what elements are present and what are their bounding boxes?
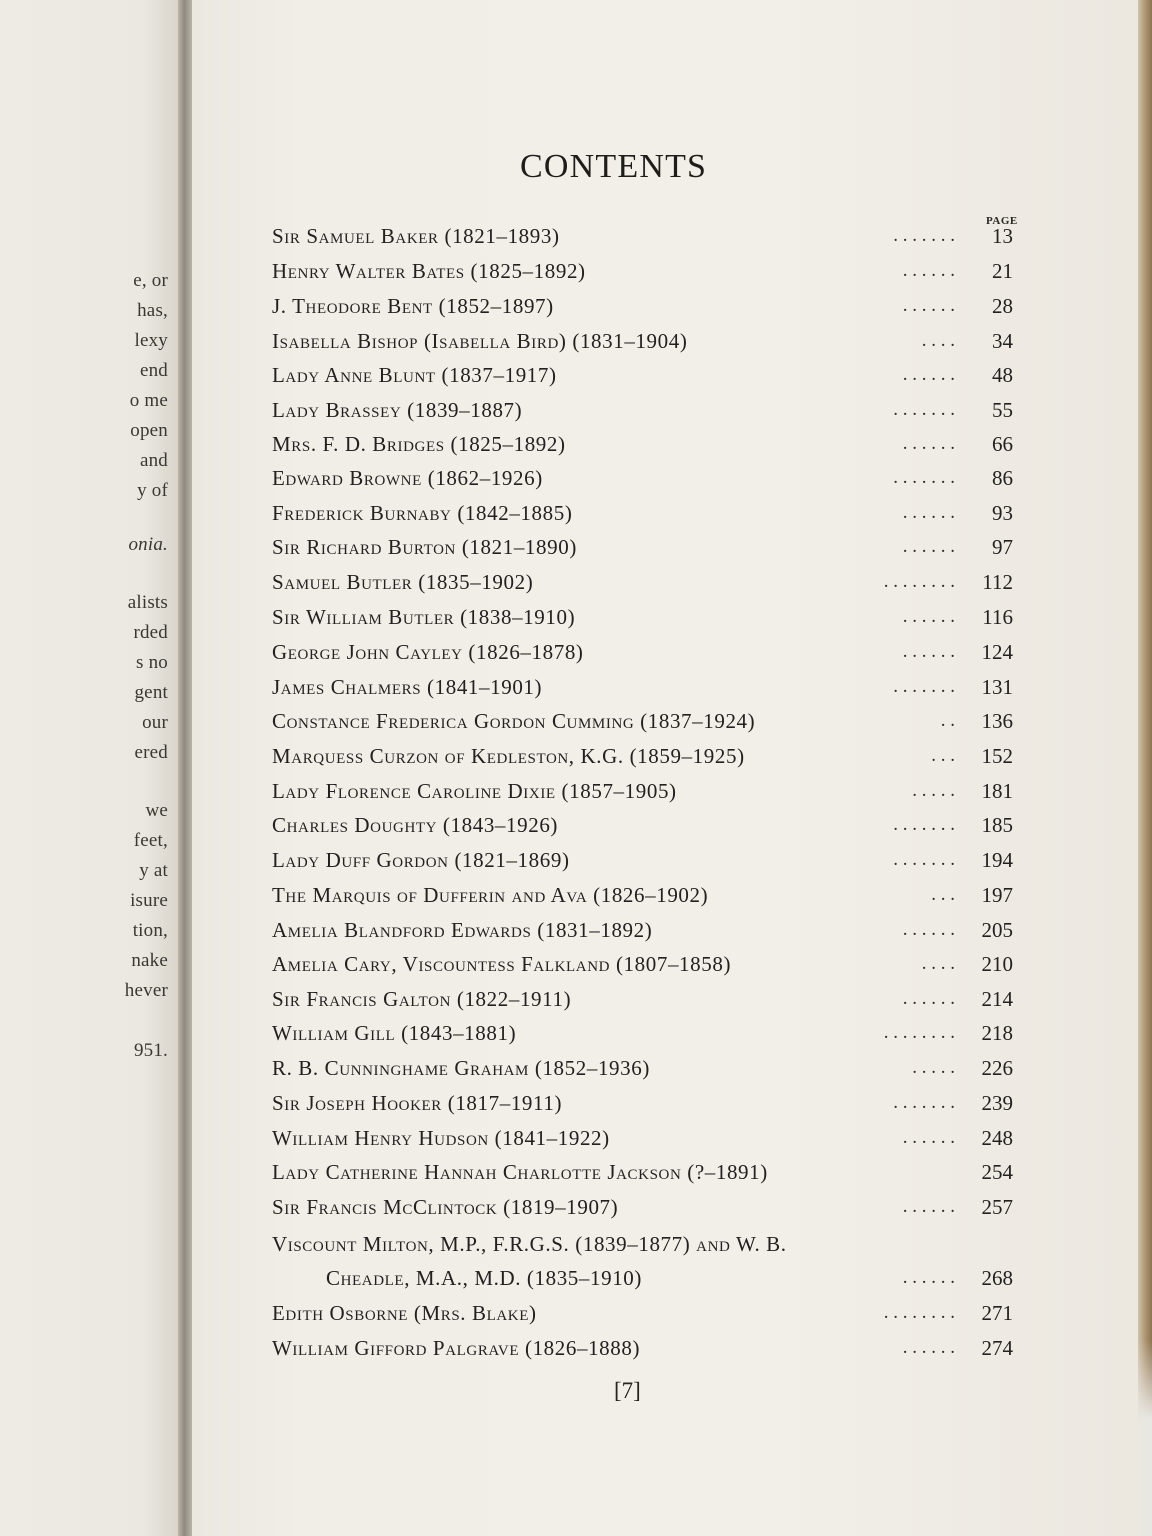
page-number: [7] bbox=[614, 1378, 641, 1403]
contents-entry bbox=[272, 704, 1017, 738]
facing-page-text-fragment: y at bbox=[139, 860, 168, 881]
entry-name: Frederick Burnaby (1842–1885) bbox=[272, 501, 573, 525]
facing-page-text-fragment: onia. bbox=[128, 534, 168, 555]
entry-name: Sir William Butler (1838–1910) bbox=[272, 605, 576, 629]
dot-leader: . . bbox=[940, 710, 955, 731]
entry-page-number: 152 bbox=[981, 744, 1013, 768]
facing-page-text-fragment: open bbox=[130, 420, 168, 441]
entry-page-number: 254 bbox=[981, 1160, 1013, 1184]
facing-page-text-fragment: isure bbox=[130, 890, 168, 911]
entry-page-number: 248 bbox=[981, 1126, 1013, 1150]
dot-leader: . . . . . . . bbox=[893, 814, 955, 835]
entry-name: Charles Doughty (1843–1926) bbox=[272, 813, 559, 837]
contents-entry bbox=[272, 843, 1017, 877]
entry-name: Lady Duff Gordon (1821–1869) bbox=[272, 848, 570, 872]
facing-page-text-fragment: y of bbox=[137, 480, 168, 501]
entry-name: Edward Browne (1862–1926) bbox=[272, 466, 543, 490]
facing-page-text-fragment: tion, bbox=[132, 920, 168, 941]
entry-page-number: 210 bbox=[981, 952, 1013, 976]
entry-page-number: 239 bbox=[981, 1091, 1013, 1115]
facing-page-text-fragment: hever bbox=[124, 980, 168, 1001]
dot-leader: . . . . . . . bbox=[893, 849, 955, 870]
entry-name: Amelia Cary, Viscountess Falkland (1807–1858) bbox=[272, 952, 732, 976]
entry-name: R. B. Cunninghame Graham (1852–1936) bbox=[272, 1056, 650, 1080]
entry-page-number: 226 bbox=[981, 1056, 1013, 1080]
dot-leader: . . . . . . bbox=[902, 1196, 955, 1217]
contents-entry bbox=[272, 289, 1017, 323]
entry-page-number: 271 bbox=[981, 1301, 1013, 1325]
contents-entry bbox=[272, 1155, 1017, 1189]
contents-entry bbox=[272, 1016, 1017, 1050]
dot-leader: . . . . . . bbox=[902, 988, 955, 1009]
dot-leader: . . . . . . bbox=[902, 1127, 955, 1148]
entry-name: Lady Anne Blunt (1837–1917) bbox=[272, 363, 557, 387]
contents-entry bbox=[272, 670, 1017, 704]
entry-name: Lady Catherine Hannah Charlotte Jackson (?–1891) bbox=[272, 1160, 768, 1184]
entry-name: Lady Brassey (1839–1887) bbox=[272, 398, 523, 422]
entry-page-number: 136 bbox=[981, 709, 1013, 733]
dot-leader: . . . . . . . . bbox=[883, 1302, 955, 1323]
entry-name: The Marquis of Dufferin and Ava (1826–1902) bbox=[272, 883, 709, 907]
facing-page-text-fragment: rded bbox=[133, 622, 168, 643]
contents-entry bbox=[272, 219, 1017, 253]
entry-page-number: 28 bbox=[992, 294, 1013, 318]
entry-page-number: 257 bbox=[981, 1195, 1013, 1219]
dot-leader: . . . . . . bbox=[902, 502, 955, 523]
entry-page-number: 34 bbox=[992, 329, 1013, 353]
entry-page-number: 66 bbox=[992, 432, 1013, 456]
entry-name: Constance Frederica Gordon Cumming (1837–1924) bbox=[272, 709, 756, 733]
entry-page-number: 48 bbox=[992, 363, 1013, 387]
facing-page-text-fragment: gent bbox=[134, 682, 168, 703]
entry-page-number: 214 bbox=[981, 987, 1013, 1011]
entry-name: Marquess Curzon of Kedleston, K.G. (1859–1925) bbox=[272, 744, 745, 768]
facing-page-text-fragment: ered bbox=[134, 742, 168, 763]
entry-name: Sir Samuel Baker (1821–1893) bbox=[272, 224, 560, 248]
dot-leader: . . . . . . . bbox=[893, 225, 955, 246]
entry-page-number: 268 bbox=[981, 1266, 1013, 1290]
contents-entry bbox=[272, 913, 1017, 947]
dot-leader: . . . bbox=[931, 745, 955, 766]
entry-name: Henry Walter Bates (1825–1892) bbox=[272, 259, 586, 283]
entry-page-number: 194 bbox=[981, 848, 1013, 872]
entry-page-number: 55 bbox=[992, 398, 1013, 422]
contents-entry bbox=[272, 982, 1017, 1016]
entry-name: Amelia Blandford Edwards (1831–1892) bbox=[272, 918, 653, 942]
facing-page-text-fragment: we bbox=[145, 800, 168, 821]
facing-page-text-fragment: nake bbox=[131, 950, 168, 971]
entry-name: William Gifford Palgrave (1826–1888) bbox=[272, 1336, 641, 1360]
dot-leader: . . . . . . bbox=[902, 641, 955, 662]
entry-name: Sir Francis McClintock (1819–1907) bbox=[272, 1195, 619, 1219]
dot-leader: . . . . . . bbox=[902, 919, 955, 940]
contents-entry bbox=[272, 393, 1017, 427]
dot-leader: . . . . . . bbox=[902, 1337, 955, 1358]
facing-page-text-fragment: e, or bbox=[133, 270, 168, 291]
contents-entry bbox=[272, 1227, 1017, 1261]
contents-entry bbox=[272, 739, 1017, 773]
contents-entry bbox=[272, 1086, 1017, 1120]
contents-entry bbox=[272, 1261, 1017, 1295]
contents-entry bbox=[272, 358, 1017, 392]
entry-page-number: 124 bbox=[981, 640, 1013, 664]
dot-leader: . . . . . . . . bbox=[883, 571, 955, 592]
entry-page-number: 21 bbox=[992, 259, 1013, 283]
facing-page-text-fragment: alists bbox=[127, 592, 168, 613]
dot-leader: . . . . . . bbox=[902, 295, 955, 316]
contents-entry bbox=[272, 600, 1017, 634]
entry-name: Sir Francis Galton (1822–1911) bbox=[272, 987, 572, 1011]
dot-leader: . . . . bbox=[921, 330, 955, 351]
entry-page-number: 97 bbox=[992, 535, 1013, 559]
entry-page-number: 116 bbox=[982, 605, 1013, 629]
entry-page-number: 218 bbox=[981, 1021, 1013, 1045]
contents-entry bbox=[272, 496, 1017, 530]
entry-name: William Gill (1843–1881) bbox=[272, 1021, 517, 1045]
facing-page-text-fragment: feet, bbox=[133, 830, 168, 851]
entry-name: Edith Osborne (Mrs. Blake) bbox=[272, 1301, 537, 1325]
entry-page-number: 197 bbox=[981, 883, 1013, 907]
entry-name: Lady Florence Caroline Dixie (1857–1905) bbox=[272, 779, 677, 803]
entry-page-number: 274 bbox=[981, 1336, 1013, 1360]
dot-leader: . . . . . . . bbox=[893, 676, 955, 697]
page-column-label: PAGE bbox=[986, 215, 1018, 227]
dot-leader: . . . . . . . bbox=[893, 1092, 955, 1113]
contents-entry bbox=[272, 1331, 1017, 1365]
entry-name: Mrs. F. D. Bridges (1825–1892) bbox=[272, 432, 566, 456]
contents-entry bbox=[272, 635, 1017, 669]
dot-leader: . . . . . . bbox=[902, 364, 955, 385]
contents-entry bbox=[272, 427, 1017, 461]
contents-entry bbox=[272, 1051, 1017, 1085]
entry-name: James Chalmers (1841–1901) bbox=[272, 675, 543, 699]
dot-leader: . . . . . bbox=[912, 780, 955, 801]
entry-page-number: 181 bbox=[981, 779, 1013, 803]
contents-entry bbox=[272, 947, 1017, 981]
contents-entry bbox=[272, 530, 1017, 564]
entry-name: Viscount Milton, M.P., F.R.G.S. (1839–1877) and W. B. bbox=[272, 1232, 787, 1256]
dot-leader: . . . . . bbox=[912, 1057, 955, 1078]
contents-entry bbox=[272, 324, 1017, 358]
dot-leader: . . . . bbox=[921, 953, 955, 974]
facing-page-text-fragment: s no bbox=[136, 652, 168, 673]
entry-name: Isabella Bishop (Isabella Bird) (1831–1904) bbox=[272, 329, 688, 353]
facing-page-text-fragment: and bbox=[139, 450, 168, 471]
dot-leader: . . . . . . . . bbox=[883, 1022, 955, 1043]
contents-entry bbox=[272, 461, 1017, 495]
entry-page-number: 13 bbox=[992, 224, 1013, 248]
entry-page-number: 205 bbox=[981, 918, 1013, 942]
contents-entry bbox=[272, 808, 1017, 842]
page-title: CONTENTS bbox=[520, 148, 708, 185]
contents-entry bbox=[272, 1121, 1017, 1155]
dot-leader: . . . . . . bbox=[902, 1267, 955, 1288]
dot-leader: . . . . . . bbox=[902, 260, 955, 281]
facing-page-text-fragment: o me bbox=[129, 390, 168, 411]
entry-page-number: 86 bbox=[992, 466, 1013, 490]
dot-leader: . . . bbox=[931, 884, 955, 905]
entry-page-number: 131 bbox=[981, 675, 1013, 699]
entry-name: Cheadle, M.A., M.D. (1835–1910) bbox=[326, 1266, 643, 1290]
entry-name: George John Cayley (1826–1878) bbox=[272, 640, 584, 664]
dot-leader: . . . . . . bbox=[902, 606, 955, 627]
entry-name: Sir Richard Burton (1821–1890) bbox=[272, 535, 577, 559]
entry-name: J. Theodore Bent (1852–1897) bbox=[272, 294, 554, 318]
facing-page-text-fragment: has, bbox=[137, 300, 168, 321]
dot-leader: . . . . . . bbox=[902, 433, 955, 454]
facing-page-text-fragment: end bbox=[139, 360, 168, 381]
facing-page-text-fragment: 951. bbox=[133, 1040, 168, 1061]
contents-entry bbox=[272, 878, 1017, 912]
entry-name: Sir Joseph Hooker (1817–1911) bbox=[272, 1091, 563, 1115]
contents-entry bbox=[272, 254, 1017, 288]
entry-page-number: 93 bbox=[992, 501, 1013, 525]
entry-name: William Henry Hudson (1841–1922) bbox=[272, 1126, 610, 1150]
entry-page-number: 185 bbox=[981, 813, 1013, 837]
facing-page-text-fragment: our bbox=[142, 712, 168, 733]
contents-entry bbox=[272, 565, 1017, 599]
contents-entry bbox=[272, 1190, 1017, 1224]
entry-name: Samuel Butler (1835–1902) bbox=[272, 570, 534, 594]
dot-leader: . . . . . . bbox=[902, 536, 955, 557]
dot-leader: . . . . . . . bbox=[893, 399, 955, 420]
facing-page-text-fragment: lexy bbox=[134, 330, 168, 351]
contents-entry bbox=[272, 1296, 1017, 1330]
entry-page-number: 112 bbox=[982, 570, 1013, 594]
contents-entry bbox=[272, 774, 1017, 808]
dot-leader: . . . . . . . bbox=[893, 467, 955, 488]
